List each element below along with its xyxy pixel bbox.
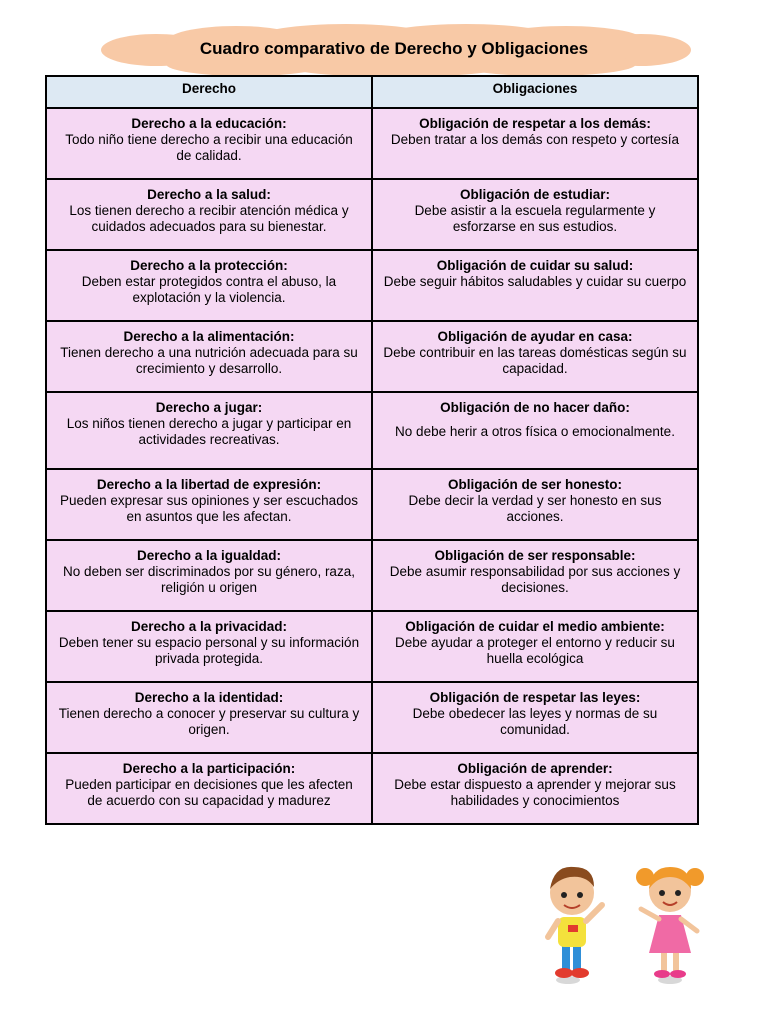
derecho-text: Pueden expresar sus opiniones y ser escuchados en asuntos que les afectan. (60, 493, 358, 524)
table-row (46, 250, 698, 321)
obligacion-cell (372, 250, 698, 321)
obligacion-title: Obligación de respetar a los demás: (419, 116, 651, 131)
obligacion-title: Obligación de respetar las leyes: (429, 690, 641, 705)
obligacion-cell (372, 469, 698, 540)
derecho-text: No deben ser discriminados por su género, raza, religión u origen (63, 564, 355, 595)
derecho-title: Derecho a la libertad de expresión: (96, 477, 322, 492)
table-row (46, 469, 698, 540)
derecho-title: Derecho a la protección: (130, 258, 288, 273)
obligacion-cell (372, 392, 698, 469)
derecho-text: Deben tener su espacio personal y su información privada protegida. (58, 635, 360, 666)
obligacion-title: Obligación de ser responsable: (434, 548, 636, 563)
obligacion-cell (372, 611, 698, 682)
derecho-title: Derecho a jugar: (155, 400, 263, 415)
column-header-obligaciones: Obligaciones (372, 76, 698, 108)
table-row (46, 540, 698, 611)
obligacion-cell (372, 321, 698, 392)
obligacion-cell (372, 179, 698, 250)
derecho-title: Derecho a la privacidad: (130, 619, 288, 634)
derecho-cell (46, 108, 372, 179)
obligacion-title: Obligación de cuidar su salud: (436, 258, 634, 273)
obligacion-title: Obligación de no hacer daño: (440, 400, 630, 415)
obligacion-title: Obligación de aprender: (457, 761, 613, 776)
comparison-table (45, 75, 699, 825)
obligacion-text: Debe ayudar a proteger el entorno y reducir su huella ecológica (395, 635, 675, 666)
derecho-text: Tienen derecho a conocer y preservar su cultura y origen. (58, 706, 360, 737)
children-illustration (540, 855, 725, 985)
obligacion-title: Obligación de cuidar el medio ambiente: (405, 619, 665, 634)
derecho-cell (46, 250, 372, 321)
derecho-title: Derecho a la identidad: (134, 690, 284, 705)
table-row (46, 611, 698, 682)
obligacion-text: Debe asistir a la escuela regularmente y esforzarse en sus estudios. (414, 203, 656, 234)
obligacion-cell (372, 682, 698, 753)
obligacion-text: Debe seguir hábitos saludables y cuidar su cuerpo (383, 274, 687, 289)
derecho-text: Todo niño tiene derecho a recibir una educación de calidad. (65, 132, 353, 163)
derecho-cell (46, 469, 372, 540)
obligacion-cell (372, 108, 698, 179)
obligacion-cell (372, 540, 698, 611)
table-row (46, 392, 698, 469)
derecho-text: Tienen derecho a una nutrición adecuada para su crecimiento y desarrollo. (60, 345, 358, 376)
column-header-derecho: Derecho (46, 76, 372, 108)
derecho-cell (46, 753, 372, 824)
table-row (46, 753, 698, 824)
boy-figure (548, 867, 602, 984)
derecho-title: Derecho a la igualdad: (136, 548, 282, 563)
obligacion-text: No debe herir a otros física o emocionalmente. (395, 424, 675, 439)
derecho-cell (46, 682, 372, 753)
table-row (46, 321, 698, 392)
derecho-title: Derecho a la educación: (131, 116, 287, 131)
derecho-title: Derecho a la participación: (122, 761, 296, 776)
obligacion-title: Obligación de ser honesto: (447, 477, 623, 492)
obligacion-text: Deben tratar a los demás con respeto y cortesía (390, 132, 680, 147)
table-row (46, 179, 698, 250)
derecho-title: Derecho a la salud: (147, 187, 271, 202)
title-banner (96, 22, 692, 78)
derecho-text: Deben estar protegidos contra el abuso, la explotación y la violencia. (81, 274, 337, 305)
derecho-cell (46, 540, 372, 611)
obligacion-text: Debe asumir responsabilidad por sus acciones y decisiones. (389, 564, 681, 595)
obligacion-title: Obligación de ayudar en casa: (437, 329, 633, 344)
derecho-title: Derecho a la alimentación: (123, 329, 295, 344)
derecho-cell (46, 321, 372, 392)
girl-figure (636, 867, 704, 984)
derecho-cell (46, 392, 372, 469)
obligacion-text: Debe estar dispuesto a aprender y mejorar sus habilidades y conocimientos (394, 777, 676, 808)
obligacion-title: Obligación de estudiar: (459, 187, 611, 202)
derecho-text: Pueden participar en decisiones que les afecten de acuerdo con su capacidad y madurez (65, 777, 353, 808)
derecho-text: Los niños tienen derecho a jugar y participar en actividades recreativas. (66, 416, 352, 447)
obligacion-text: Debe contribuir en las tareas domésticas según su capacidad. (383, 345, 687, 376)
obligacion-cell (372, 753, 698, 824)
obligacion-text: Debe decir la verdad y ser honesto en sus acciones. (408, 493, 662, 524)
derecho-text: Los tienen derecho a recibir atención médica y cuidados adecuados para su bienestar. (69, 203, 349, 234)
page-title: Cuadro comparativo de Derecho y Obligaciones (199, 39, 589, 58)
table-row (46, 108, 698, 179)
derecho-cell (46, 179, 372, 250)
obligacion-text: Debe obedecer las leyes y normas de su comunidad. (412, 706, 658, 737)
table-row (46, 682, 698, 753)
table-header-row (46, 76, 698, 108)
derecho-cell (46, 611, 372, 682)
